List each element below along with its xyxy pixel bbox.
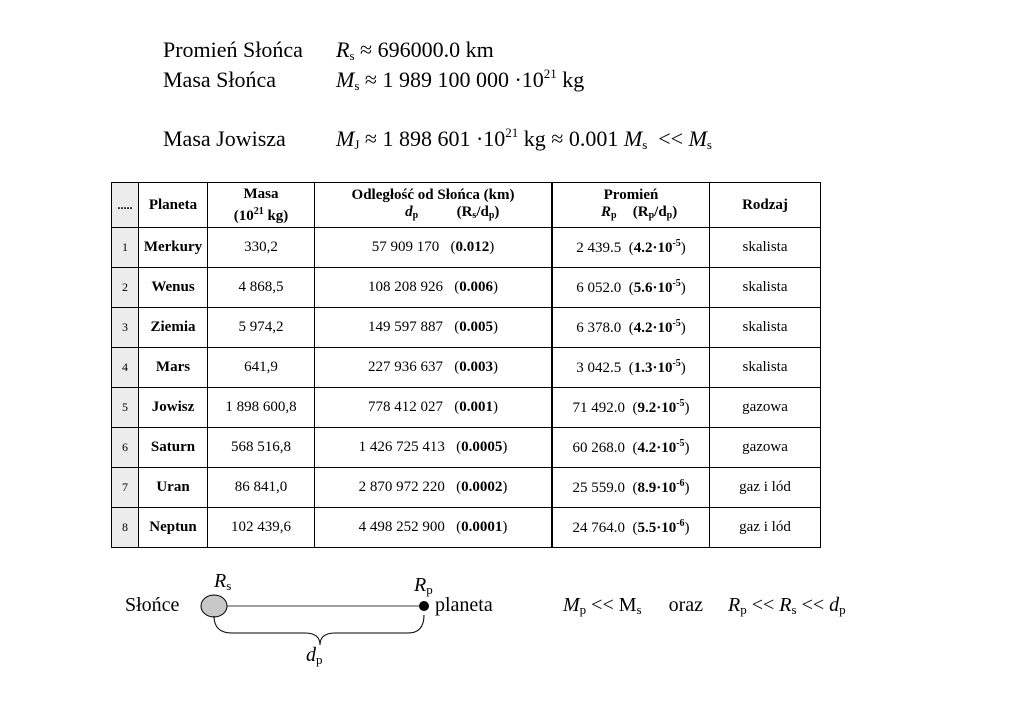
distance-value: 57 909 170 bbox=[371, 239, 440, 255]
mass-unit-exp: 21 bbox=[253, 205, 264, 217]
mass-unit-pre: (10 bbox=[233, 207, 254, 224]
planet-radius: 60 268.0 $(4.2\cdot 10^{-5})$ bbox=[552, 428, 710, 468]
planet-distance: 778 412 027 (0.001) bbox=[315, 388, 553, 428]
row-index: 3 bbox=[112, 308, 139, 348]
rp-symbol: R bbox=[728, 594, 741, 616]
distance-ratio: 0.005 bbox=[459, 319, 493, 335]
distance-ratio: 0.001 bbox=[459, 399, 493, 415]
symbol-m: M bbox=[336, 67, 355, 92]
planet-mass: 86 841,0 bbox=[208, 468, 315, 508]
planet-name: Jowisz bbox=[139, 388, 208, 428]
planet-mass: 641,9 bbox=[208, 348, 315, 388]
row-index: 4 bbox=[112, 348, 139, 388]
planet-radius: 6 378.0 $(4.2\cdot 10^{-5})$ bbox=[552, 308, 710, 348]
distance-value: 108 208 926 bbox=[368, 279, 443, 295]
radius-ratio-mantissa: 4.2·10 bbox=[633, 320, 673, 336]
solar-radius-value: ≈ 696000.0 km bbox=[354, 37, 494, 62]
planet-name: Ziemia bbox=[139, 308, 208, 348]
planet-radius: 24 764.0 $(5.5\cdot 10^{-6})$ bbox=[552, 508, 710, 548]
mass-unit-post: kg) bbox=[263, 207, 289, 224]
row-index: 2 bbox=[112, 268, 139, 308]
planet-distance: 1 426 725 413 (0.0005) bbox=[315, 428, 553, 468]
rs-sub: s bbox=[791, 602, 797, 617]
planet-dot bbox=[419, 601, 429, 611]
planet-mass: 568 516,8 bbox=[208, 428, 315, 468]
planet-radius: 3 042.5 $(1.3\cdot 10^{-5})$ bbox=[552, 348, 710, 388]
planet-name: Neptun bbox=[139, 508, 208, 548]
radius-ratio-exp: -5 bbox=[672, 278, 681, 289]
sun-circle bbox=[201, 595, 227, 617]
rratio-p2: p bbox=[666, 209, 673, 221]
planet-type: gaz i lód bbox=[710, 508, 821, 548]
radius-ratio-exp: -5 bbox=[676, 398, 685, 409]
row-index: 5 bbox=[112, 388, 139, 428]
radius-ratio-mantissa: 5.5·10 bbox=[637, 520, 677, 536]
row-index: 8 bbox=[112, 508, 139, 548]
symbol-r: R bbox=[336, 37, 350, 62]
ratio-mid: /d bbox=[476, 203, 489, 220]
planet-name: Merkury bbox=[139, 228, 208, 268]
distance-value: 4 498 252 900 bbox=[358, 519, 445, 535]
distance-brace bbox=[214, 615, 424, 645]
rratio-pre: (R bbox=[632, 203, 649, 220]
planet-distance: 227 936 637 (0.003) bbox=[315, 348, 553, 388]
sub-s: s bbox=[642, 137, 648, 152]
planet-radius: 6 052.0 $(5.6\cdot 10^{-5})$ bbox=[552, 268, 710, 308]
ms-sub: s bbox=[636, 602, 642, 617]
radius-ratio-exp: -5 bbox=[672, 238, 681, 249]
symbol-m: M bbox=[688, 126, 707, 151]
sub-s: s bbox=[706, 137, 712, 152]
planet-mass: 330,2 bbox=[208, 228, 315, 268]
radius-ratio-exp: -5 bbox=[676, 438, 685, 449]
planet-name: Saturn bbox=[139, 428, 208, 468]
radius-ratio-mantissa: 8.9·10 bbox=[637, 480, 677, 496]
dp-sub: p bbox=[316, 652, 323, 667]
rp-symbol: R bbox=[414, 574, 427, 596]
planet-distance: 57 909 170 (0.012) bbox=[315, 228, 553, 268]
jupiter-mass-value: ≈ 1 898 601 ·10 bbox=[359, 126, 506, 151]
row-index: 6 bbox=[112, 428, 139, 468]
sub-s: s bbox=[349, 48, 355, 63]
planet-name: Mars bbox=[139, 348, 208, 388]
rs-sub: s bbox=[226, 578, 232, 593]
planet-type: skalista bbox=[710, 268, 821, 308]
planet-type: gaz i lód bbox=[710, 468, 821, 508]
unit: kg ≈ 0.001 bbox=[518, 126, 624, 151]
ratio-post: ) bbox=[494, 203, 500, 220]
mass-title: Masa bbox=[243, 185, 279, 202]
planet-radius: 25 559.0 $(8.9\cdot 10^{-6})$ bbox=[552, 468, 710, 508]
planet-mass: 4 868,5 bbox=[208, 268, 315, 308]
planet-mass: 1 898 600,8 bbox=[208, 388, 315, 428]
distance-value: 227 936 637 bbox=[368, 359, 443, 375]
rp-label bbox=[414, 574, 433, 598]
distance-ratio: 0.003 bbox=[459, 359, 493, 375]
distance-value: 149 597 887 bbox=[368, 319, 443, 335]
sub-s: s bbox=[354, 78, 360, 93]
solar-mass-value: ≈ 1 989 100 000 ·10 bbox=[359, 67, 544, 92]
row-index: 7 bbox=[112, 468, 139, 508]
planet-type: skalista bbox=[710, 228, 821, 268]
planet-type: skalista bbox=[710, 308, 821, 348]
rp-symbol: R bbox=[600, 203, 611, 220]
rs-symbol: R bbox=[214, 570, 227, 592]
header-planet: Planeta bbox=[139, 183, 208, 228]
ratio-p: p bbox=[488, 209, 495, 221]
radius-value: 2 439.5 bbox=[576, 240, 622, 256]
radius-title: Promień bbox=[603, 186, 659, 203]
radius-ratio-exp: -6 bbox=[676, 518, 685, 529]
planet-type: gazowa bbox=[710, 428, 821, 468]
jupiter-mass-label: Masa Jowisza bbox=[163, 126, 286, 151]
distance-ratio: 0.006 bbox=[459, 279, 493, 295]
sun-text: Słońce bbox=[125, 594, 180, 616]
dp-symbol: d bbox=[405, 203, 413, 220]
distance-ratio: 0.012 bbox=[455, 239, 490, 255]
planet-text: planeta bbox=[435, 594, 493, 616]
sub-j: J bbox=[354, 137, 360, 152]
distance-value: 1 426 725 413 bbox=[358, 439, 445, 455]
radius-value: 6 378.0 bbox=[576, 320, 622, 336]
rs-label bbox=[214, 570, 231, 594]
planet-name: Wenus bbox=[139, 268, 208, 308]
ratio-pre: (R bbox=[456, 203, 473, 220]
radius-ratio-exp: -5 bbox=[672, 318, 681, 329]
distance-ratio: 0.0005 bbox=[461, 439, 503, 455]
row-index: 1 bbox=[112, 228, 139, 268]
planet-distance: 149 597 887 (0.005) bbox=[315, 308, 553, 348]
rs-symbol: R bbox=[779, 594, 792, 616]
mp-sub: p bbox=[579, 602, 587, 617]
distance-value: 778 412 027 bbox=[368, 399, 443, 415]
planet-distance: 108 208 926 (0.006) bbox=[315, 268, 553, 308]
radius-ratio-exp: -5 bbox=[672, 358, 681, 369]
exp: 21 bbox=[543, 66, 557, 81]
compare: << bbox=[647, 126, 689, 151]
radius-ratio-mantissa: 4.2·10 bbox=[637, 440, 677, 456]
dp-sub: p bbox=[412, 209, 419, 221]
dp-symbol: d bbox=[829, 594, 840, 616]
distance-title: Odległość od Słońca (km) bbox=[351, 186, 515, 203]
dp-sub: p bbox=[839, 602, 846, 617]
planet-mass: 102 439,6 bbox=[208, 508, 315, 548]
distance-ratio: 0.0002 bbox=[461, 479, 503, 495]
compare: << bbox=[746, 594, 780, 616]
planet-radius: 71 492.0 $(9.2\cdot 10^{-5})$ bbox=[552, 388, 710, 428]
radius-value: 3 042.5 bbox=[576, 360, 622, 376]
radius-ratio-mantissa: 1.3·10 bbox=[633, 360, 673, 376]
solar-radius-label: Promień Słońca bbox=[163, 37, 303, 62]
planet-name: Uran bbox=[139, 468, 208, 508]
dp-label bbox=[306, 644, 323, 668]
symbol-m: M bbox=[336, 126, 355, 151]
rp-sub: p bbox=[426, 582, 433, 597]
planet-type: skalista bbox=[710, 348, 821, 388]
relation-line bbox=[563, 594, 846, 618]
header-type: Rodzaj bbox=[710, 183, 821, 228]
radius-ratio-mantissa: 5.6·10 bbox=[633, 280, 673, 296]
mp-symbol: M bbox=[563, 594, 580, 616]
radius-ratio-mantissa: 4.2·10 bbox=[633, 240, 673, 256]
planet-distance: 4 498 252 900 (0.0001) bbox=[315, 508, 553, 548]
planet-label bbox=[435, 594, 493, 617]
radius-value: 25 559.0 bbox=[572, 480, 625, 496]
sun-label bbox=[125, 594, 179, 617]
radius-value: 71 492.0 bbox=[572, 400, 625, 416]
solar-mass-label: Masa Słońca bbox=[163, 67, 277, 92]
rp-sub: p bbox=[610, 209, 617, 221]
oraz-text: oraz bbox=[668, 594, 703, 616]
radius-value: 6 052.0 bbox=[576, 280, 622, 296]
dp-symbol: d bbox=[306, 644, 316, 666]
distance-value: 2 870 972 220 bbox=[358, 479, 445, 495]
radius-ratio-exp: -6 bbox=[676, 478, 685, 489]
rratio-p1: p bbox=[648, 209, 655, 221]
radius-ratio-mantissa: 9.2·10 bbox=[637, 400, 677, 416]
planet-radius: 2 439.5 $(4.2\cdot 10^{-5})$ bbox=[552, 228, 710, 268]
rratio-post: ) bbox=[672, 203, 678, 220]
ratio-s: s bbox=[472, 209, 477, 221]
planet-mass: 5 974,2 bbox=[208, 308, 315, 348]
header-index: ..... bbox=[112, 183, 139, 228]
distance-ratio: 0.0001 bbox=[461, 519, 503, 535]
unit: kg bbox=[556, 67, 585, 92]
symbol-m: M bbox=[623, 126, 643, 151]
planet-distance: 2 870 972 220 (0.0002) bbox=[315, 468, 553, 508]
planet-type: gazowa bbox=[710, 388, 821, 428]
radius-value: 60 268.0 bbox=[572, 440, 625, 456]
compare: << bbox=[796, 594, 830, 616]
rratio-mid: /d bbox=[654, 203, 667, 220]
compare-ms: << M bbox=[586, 594, 637, 616]
rp-sub: p bbox=[740, 602, 747, 617]
radius-value: 24 764.0 bbox=[572, 520, 625, 536]
exp: 21 bbox=[505, 125, 519, 140]
